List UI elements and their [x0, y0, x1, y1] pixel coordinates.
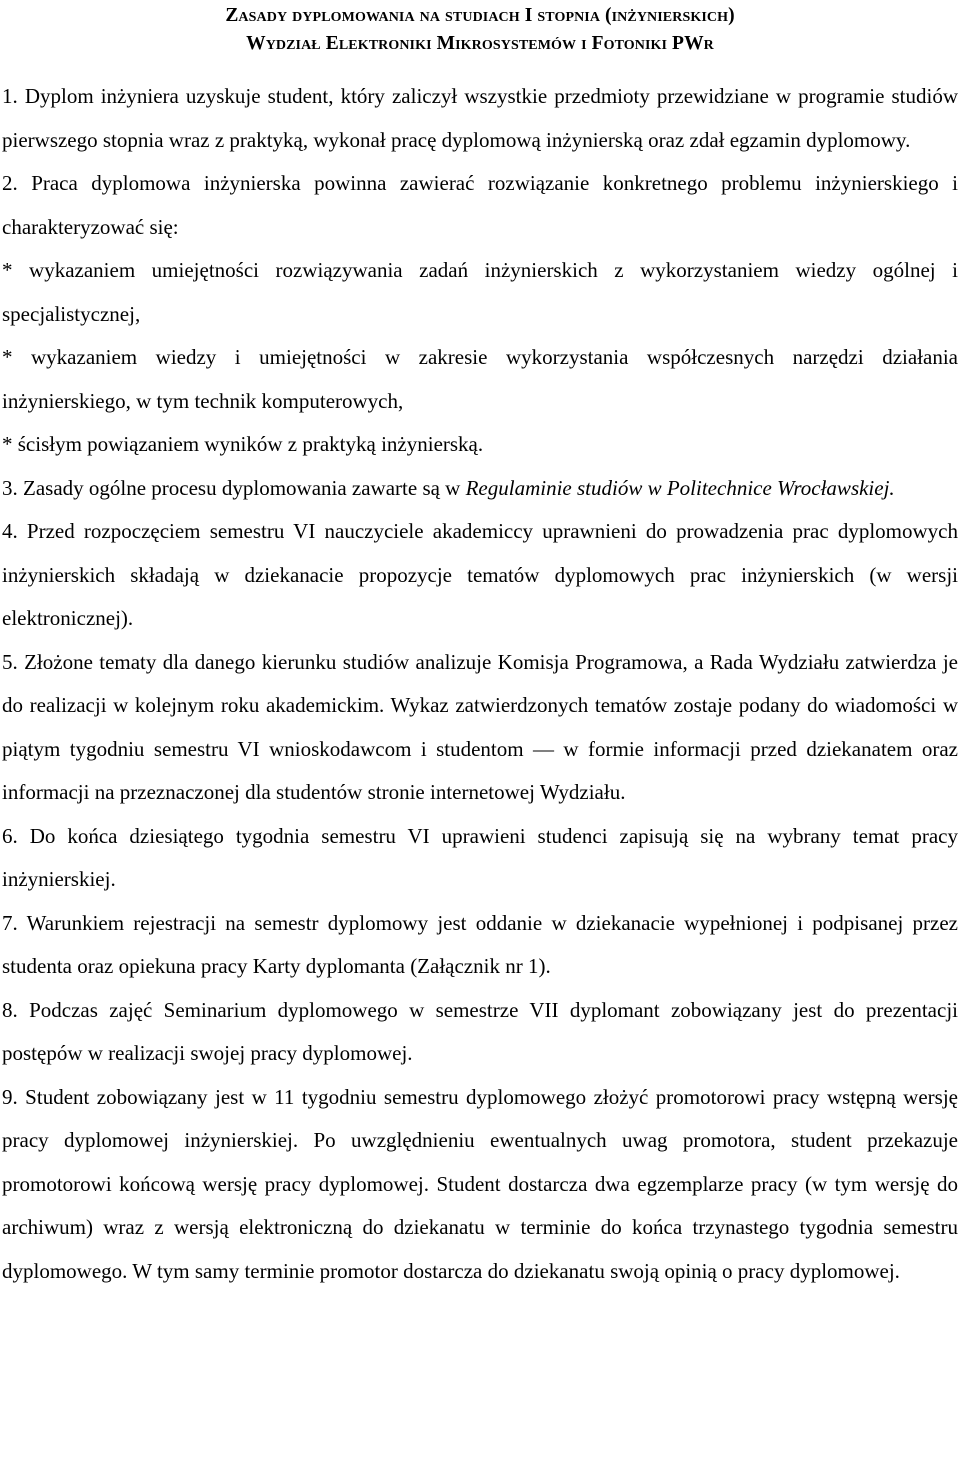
- regulation-reference: Regulaminie studiów w Politechnice Wrocławskiej.: [465, 475, 895, 500]
- title-line-1: Zasady dyplomowania na studiach I stopnia (inżynierskich): [225, 5, 735, 26]
- paragraph-3: [2, 467, 958, 511]
- paragraph-7: 7. Warunkiem rejestracji na semestr dyplomowy jest oddanie w dziekanacie wypełnionej i podpisanej przez studenta oraz opiekuna pracy Karty dyplomanta (Załącznik nr 1).: [2, 910, 958, 978]
- paragraph-1: 1. Dyplom inżyniera uzyskuje student, który zaliczył wszystkie przedmioty przewidziane w programie studiów pierwszego stopnia wraz z praktyką, wykonał pracę dyplomową inżynierską oraz zdał egzamin dyplomowy.: [2, 84, 958, 152]
- document-body: [2, 75, 958, 1293]
- title-line-2: Wydział Elektroniki Mikrosystemów i Fotoniki PWr: [246, 33, 714, 54]
- paragraph-5: 5. Złożone tematy dla danego kierunku studiów analizuje Komisja Programowa, a Rada Wydziału zatwierdza je do realizacji w kolejnym roku akademickim. Wykaz zatwierdzonych tematów zostaje podany do wiadomości w piątym tygodniu semestru VI wnioskodawcom i studentom — w formie informacji przed dziekanatem oraz informacji na przeznaczonej dla studentów stronie internetowej Wydziału.: [2, 649, 958, 804]
- paragraph-8: 8. Podczas zajęć Seminarium dyplomowego w semestrze VII dyplomant zobowiązany jest do prezentacji postępów w realizacji swojej pracy dyplomowej.: [2, 997, 958, 1065]
- paragraph-6: 6. Do końca dziesiątego tygodnia semestru VI uprawieni studenci zapisują się na wybrany temat pracy inżynierskiej.: [2, 823, 958, 891]
- paragraph-2: 2. Praca dyplomowa inżynierska powinna zawierać rozwiązanie konkretnego problemu inżynierskiego i charakteryzować się:: [2, 171, 958, 239]
- document-title: [2, 0, 958, 58]
- paragraph-2-bullet-3: * ścisłym powiązaniem wyników z praktyką inżynierską.: [2, 432, 484, 456]
- paragraph-4: 4. Przed rozpoczęciem semestru VI nauczyciele akademiccy uprawnieni do prowadzenia prac dyplomowych inżynierskich składają w dziekanacie propozycje tematów dyplomowych prac inżynierskich (w wersji elektronicznej).: [2, 519, 958, 630]
- paragraph-2-bullet-2: * wykazaniem wiedzy i umiejętności w zakresie wykorzystania współczesnych narzędzi działania inżynierskiego, w tym technik komputerowych,: [2, 345, 958, 413]
- paragraph-3-text: 3. Zasady ogólne procesu dyplomowania zawarte są w: [2, 475, 466, 500]
- paragraph-9: 9. Student zobowiązany jest w 11 tygodniu semestru dyplomowego złożyć promotorowi pracy wstępną wersję pracy dyplomowej inżynierskiej. Po uwzględnieniu ewentualnych uwag promotora, student przekazuje promotorowi końcową wersję pracy dyplomowej. Student dostarcza dwa egzemplarze pracy (w tym wersję do archiwum) wraz z wersją elektroniczną do dziekanatu w terminie do końca trzynastego tygodnia semestru dyplomowego. W tym samy terminie promotor dostarcza do dziekanatu swoją opinią o pracy dyplomowej.: [2, 1084, 958, 1283]
- paragraph-2-bullet-1: * wykazaniem umiejętności rozwiązywania zadań inżynierskich z wykorzystaniem wiedzy ogólnej i specjalistycznej,: [2, 258, 958, 326]
